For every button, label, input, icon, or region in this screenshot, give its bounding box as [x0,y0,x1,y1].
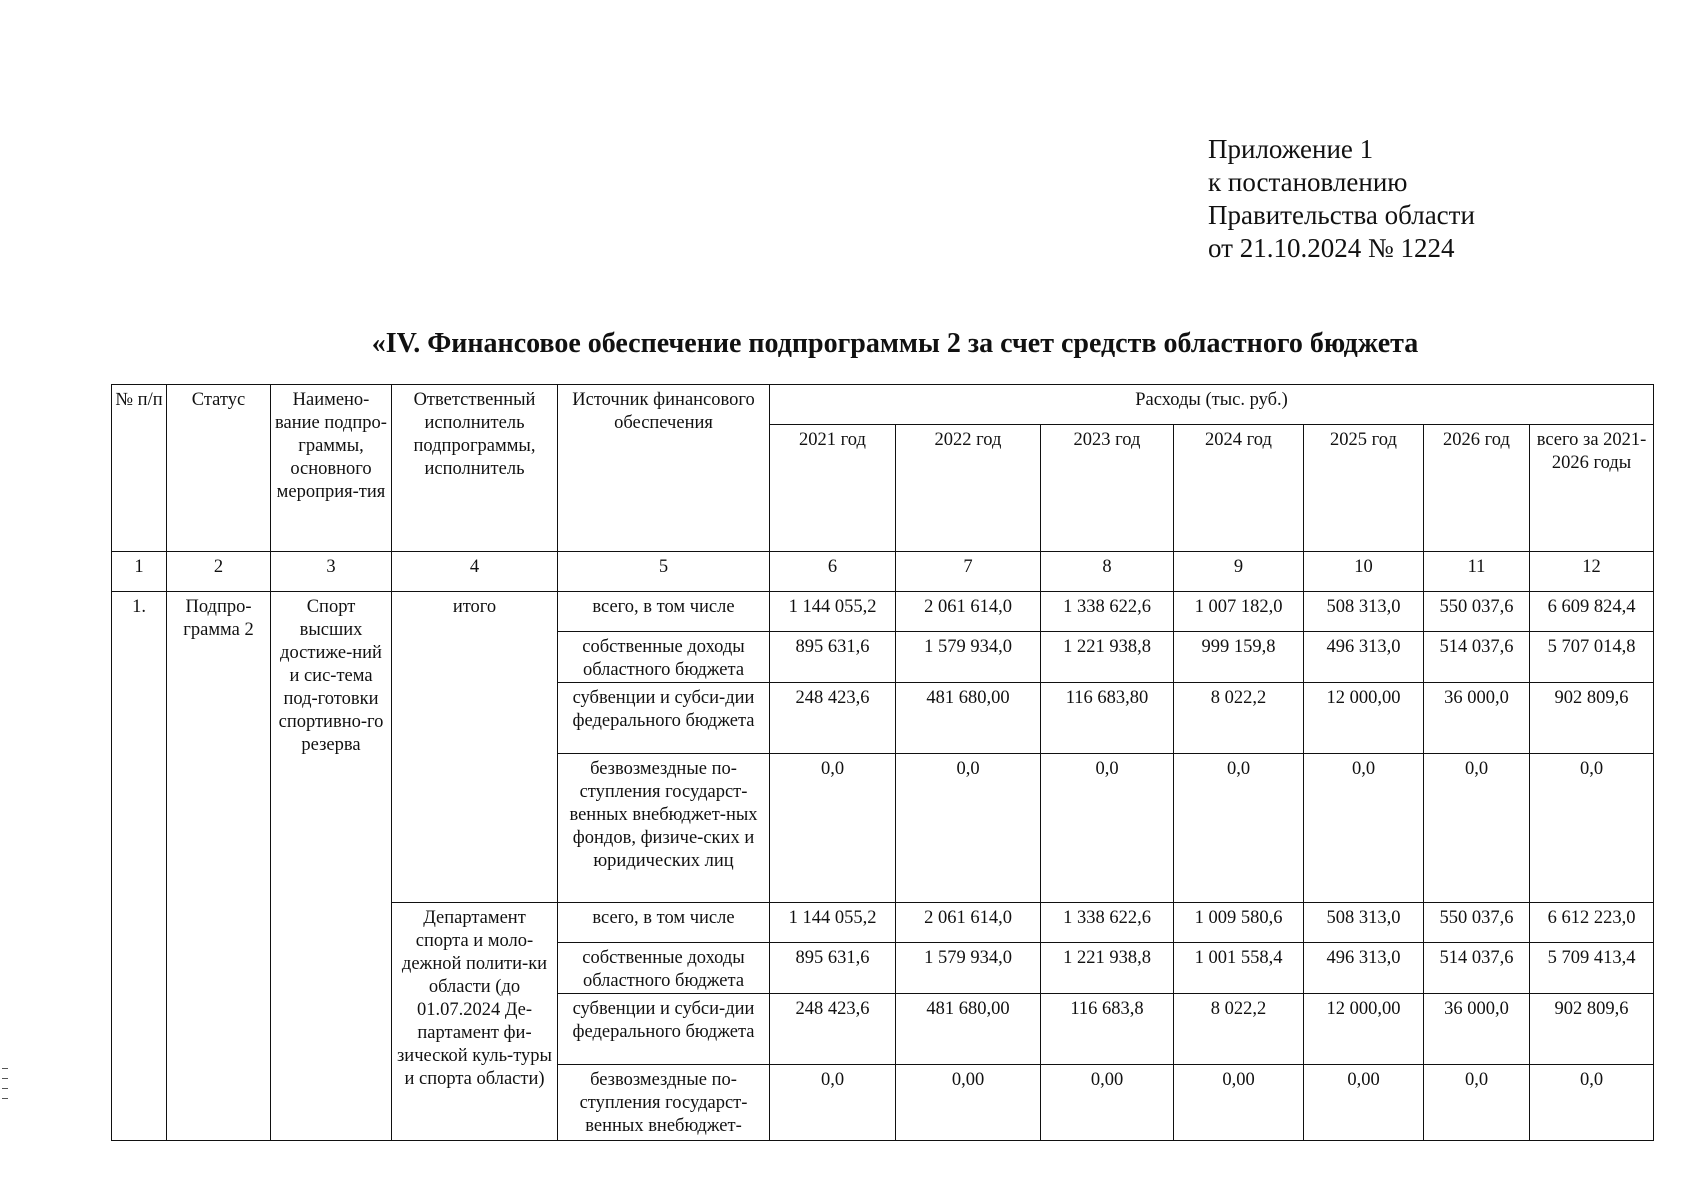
expense-value-cell: 1 579 934,0 [896,632,1041,683]
expense-value-cell: 0,0 [1530,754,1654,903]
appendix-block [1208,133,1475,265]
expense-value-cell: 496 313,0 [1304,632,1424,683]
header-year-2024: 2024 год [1174,425,1304,552]
funding-source-cell: безвозмездные по-ступления государст-венных внебюджет-ных фондов, физиче-ских и юридических лиц [558,754,770,903]
expense-value-cell: 1 144 055,2 [770,903,896,943]
document-title: «IV. Финансовое обеспечение подпрограммы 2 за счет средств областного бюджета [371,328,1419,359]
expense-value-cell: 514 037,6 [1424,943,1530,994]
header-status: Статус [167,385,271,552]
expense-value-cell: 12 000,00 [1304,683,1424,754]
row-subprogram-name: Спорт высших достиже-ний и сис-тема под-готовки спортивно-го резерва [271,592,392,1141]
executor-cell: итого [392,592,558,903]
expense-value-cell: 0,0 [1424,1065,1530,1141]
expense-value-cell: 0,00 [1041,1065,1174,1141]
expense-value-cell: 2 061 614,0 [896,592,1041,632]
expense-value-cell: 1 009 580,6 [1174,903,1304,943]
funding-source-cell: собственные доходы областного бюджета [558,632,770,683]
expense-value-cell: 0,0 [1304,754,1424,903]
executor-cell: Департамент спорта и моло-дежной полити-ки области (до 01.07.2024 Де-партамент фи-зической куль-туры и спорта области) [392,903,558,1141]
funding-source-cell: всего, в том числе [558,592,770,632]
expense-value-cell: 514 037,6 [1424,632,1530,683]
header-name: Наимено-вание подпро-граммы, основного мероприя-тия [271,385,392,552]
column-number: 9 [1174,552,1304,592]
expense-value-cell: 0,0 [1530,1065,1654,1141]
header-num: № п/п [112,385,167,552]
column-number: 2 [167,552,271,592]
scan-mark [2,1068,8,1069]
column-number: 1 [112,552,167,592]
column-number: 6 [770,552,896,592]
expense-value-cell: 36 000,0 [1424,683,1530,754]
expense-value-cell: 1 001 558,4 [1174,943,1304,994]
expense-value-cell: 481 680,00 [896,994,1041,1065]
expense-value-cell: 902 809,6 [1530,683,1654,754]
expense-value-cell: 550 037,6 [1424,592,1530,632]
expense-value-cell: 1 579 934,0 [896,943,1041,994]
funding-source-cell: субвенции и субси-дии федерального бюджета [558,683,770,754]
appendix-line-2: к постановлению [1208,167,1408,197]
expense-value-cell: 8 022,2 [1174,683,1304,754]
expense-value-cell: 1 007 182,0 [1174,592,1304,632]
header-year-2023: 2023 год [1041,425,1174,552]
expense-value-cell: 999 159,8 [1174,632,1304,683]
expense-value-cell: 481 680,00 [896,683,1041,754]
funding-source-cell: безвозмездные по-ступления государст-венных внебюджет- [558,1065,770,1141]
expense-value-cell: 895 631,6 [770,632,896,683]
expense-value-cell: 2 061 614,0 [896,903,1041,943]
expense-value-cell: 895 631,6 [770,943,896,994]
expense-value-cell: 1 221 938,8 [1041,943,1174,994]
expense-value-cell: 116 683,8 [1041,994,1174,1065]
appendix-line-3: Правительства области [1208,200,1475,230]
header-row-1 [112,385,1654,425]
column-number: 7 [896,552,1041,592]
expense-value-cell: 248 423,6 [770,683,896,754]
header-year-total: всего за 2021-2026 годы [1530,425,1654,552]
funding-source-cell: собственные доходы областного бюджета [558,943,770,994]
expense-value-cell: 902 809,6 [1530,994,1654,1065]
expense-value-cell: 0,0 [896,754,1041,903]
column-number: 11 [1424,552,1530,592]
funding-source-cell: всего, в том числе [558,903,770,943]
expense-value-cell: 0,0 [770,1065,896,1141]
row-number: 1. [112,592,167,1141]
expense-value-cell: 508 313,0 [1304,592,1424,632]
expense-value-cell: 1 221 938,8 [1041,632,1174,683]
expense-value-cell: 6 609 824,4 [1530,592,1654,632]
expense-value-cell: 116 683,80 [1041,683,1174,754]
expense-value-cell: 496 313,0 [1304,943,1424,994]
expense-value-cell: 0,00 [1304,1065,1424,1141]
expense-value-cell: 5 709 413,4 [1530,943,1654,994]
funding-source-cell: субвенции и субси-дии федерального бюджета [558,994,770,1065]
expense-value-cell: 508 313,0 [1304,903,1424,943]
header-year-2026: 2026 год [1424,425,1530,552]
header-source: Источник финансового обеспечения [558,385,770,552]
column-number-row [112,552,1654,592]
expense-value-cell: 8 022,2 [1174,994,1304,1065]
appendix-line-4: от 21.10.2024 № 1224 [1208,233,1455,263]
expense-value-cell: 6 612 223,0 [1530,903,1654,943]
expense-value-cell: 0,00 [1174,1065,1304,1141]
expense-value-cell: 0,00 [896,1065,1041,1141]
header-year-2022: 2022 год [896,425,1041,552]
expense-value-cell: 1 144 055,2 [770,592,896,632]
header-year-2021: 2021 год [770,425,896,552]
expense-value-cell: 0,0 [1174,754,1304,903]
expense-value-cell: 248 423,6 [770,994,896,1065]
header-executor: Ответственный исполнитель подпрограммы, исполнитель [392,385,558,552]
column-number: 5 [558,552,770,592]
scan-mark [2,1088,8,1089]
column-number: 3 [271,552,392,592]
column-number: 12 [1530,552,1654,592]
expense-value-cell: 1 338 622,6 [1041,592,1174,632]
column-number: 8 [1041,552,1174,592]
scan-mark [2,1078,8,1079]
header-expenses: Расходы (тыс. руб.) [770,385,1654,425]
expense-value-cell: 5 707 014,8 [1530,632,1654,683]
column-number: 4 [392,552,558,592]
scan-mark [2,1098,8,1099]
expense-value-cell: 12 000,00 [1304,994,1424,1065]
header-year-2025: 2025 год [1304,425,1424,552]
appendix-line-1: Приложение 1 [1208,134,1374,164]
expense-value-cell: 36 000,0 [1424,994,1530,1065]
expense-value-cell: 550 037,6 [1424,903,1530,943]
column-number: 10 [1304,552,1424,592]
expense-value-cell: 1 338 622,6 [1041,903,1174,943]
row-status: Подпро-грамма 2 [167,592,271,1141]
expense-value-cell: 0,0 [770,754,896,903]
table-row [112,592,1654,632]
expense-value-cell: 0,0 [1041,754,1174,903]
financing-table [111,384,1654,1141]
expense-value-cell: 0,0 [1424,754,1530,903]
